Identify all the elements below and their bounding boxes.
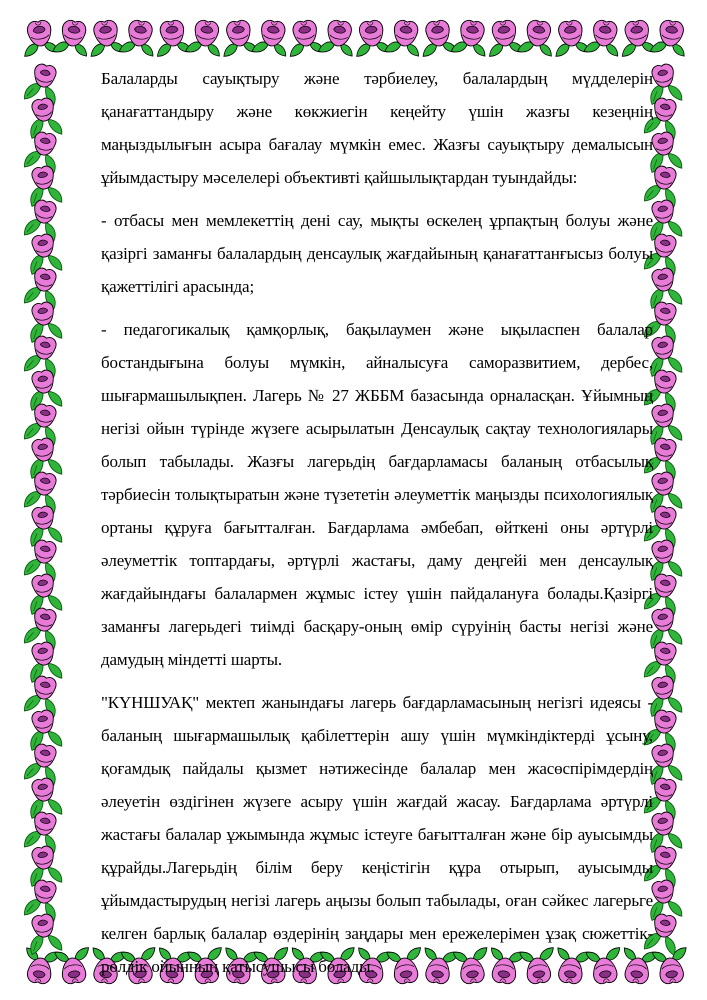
paragraph-contradiction-1: - отбасы мен мемлекеттің дені сау, мықты өскелең ұрпақтың болуы және қазіргі заманғы балалардың денсаулық жағдайының қанағаттанғысыз болуы қажеттілігі арасында; <box>101 211 653 296</box>
rose-icon <box>286 19 324 57</box>
rose-icon <box>252 18 290 56</box>
rose-icon <box>24 62 61 105</box>
rose-icon <box>24 878 61 921</box>
rose-icon <box>318 18 356 56</box>
rose-icon <box>119 18 157 56</box>
rose-icon <box>24 334 61 377</box>
rose-icon <box>20 19 58 57</box>
rose-icon <box>153 19 191 57</box>
rose-icon <box>485 19 523 57</box>
rose-icon <box>24 538 61 581</box>
rose-icon <box>24 674 61 717</box>
document-body <box>101 62 653 993</box>
rose-icon <box>55 948 93 986</box>
rose-icon <box>24 606 61 649</box>
rose-icon <box>584 18 622 56</box>
paragraph-contradiction-2: - педагогикалық қамқорлық, бақылаумен және ықыласпен балалар бостандығына болуы мүмкін, айналысуға саморазвитием, дербес, шығармашылықпен. Лагерь № 27 ЖББМ базасында орналасқан. Ұйымның негізі ойын түрінде жүзеге асырылатын Денсаулық сақтау технологиялары болып табылады. Жазғы лагерьдің бағдарламасы баланың отбасылық тәрбиесін толықтыратын және түзететін әлеуметтік маңызды психологиялық ортаны құруға бағытталған. Бағдарлама әмбебап, өйткені оны әртүрлі әлеуметтік топтардағы, әртүрлі жастағы, даму деңгейі мен денсаулық жағдайындағы балалармен жұмыс істеу үшін пайдалануға болады.Қазіргі заманғы лагерьдегі тиімді басқару-оның өмір сүруінің басты негізі және дамудың міндетті шарты. <box>101 320 653 669</box>
rose-icon <box>24 470 61 513</box>
rose-icon <box>53 18 91 56</box>
rose-icon <box>25 912 62 955</box>
rose-icon <box>451 18 489 56</box>
rose-icon <box>352 19 390 57</box>
rose-icon <box>551 19 589 57</box>
rose-icon <box>24 130 61 173</box>
rose-icon <box>24 742 61 785</box>
rose-icon <box>24 402 61 445</box>
rose-icon <box>24 266 61 309</box>
rose-icon <box>22 948 60 986</box>
rose-icon <box>650 18 688 56</box>
rose-icon <box>385 18 423 56</box>
rose-icon <box>219 19 257 57</box>
rose-icon <box>24 198 61 241</box>
rose-icon <box>186 18 224 56</box>
rose-icon <box>618 19 656 57</box>
rose-icon <box>418 19 456 57</box>
paragraph-intro: Балаларды сауықтыру және тәрбиелеу, балалардың мүдделерін қанағаттандыру және көкжиегін кеңейту үшін жазғы кезеңнің маңыздылығын асыра бағалау мүмкін емес. Жазғы сауықтыру демалысын ұйымдастыру мәселелері объективті қайшылықтардан туындайды: <box>101 69 653 187</box>
paragraph-kunshuak: "КҮНШУАҚ" мектеп жанындағы лагерь бағдарламасының негізгі идеясы - баланың шығармашылық қабілеттерін ашу үшін мүмкіндіктерді ұсыну, қоғамдық пайдалы қызмет нәтижесінде балалар мен жасөспірімдердің әлеуетін өздігінен жүзеге асыру үшін жағдай жасау. Бағдарлама әртүрлі жастағы балалар ұжымында жұмыс істеуге бағытталған және бір ауысымды құрайды.Лагерьдің білім беру кеңістігін құра отырып, ауысымды ұйымдастырудың негізі лагерь аңызы болып табылады, оған сәйкес лагерьге келген барлық балалар өздерінің заңдары мен ережелерімен ұзақ сюжеттік-рөлдік ойынның қатысушысы болады. <box>101 693 653 976</box>
rose-icon <box>518 18 556 56</box>
rose-icon <box>86 19 124 57</box>
rose-icon <box>24 810 61 853</box>
